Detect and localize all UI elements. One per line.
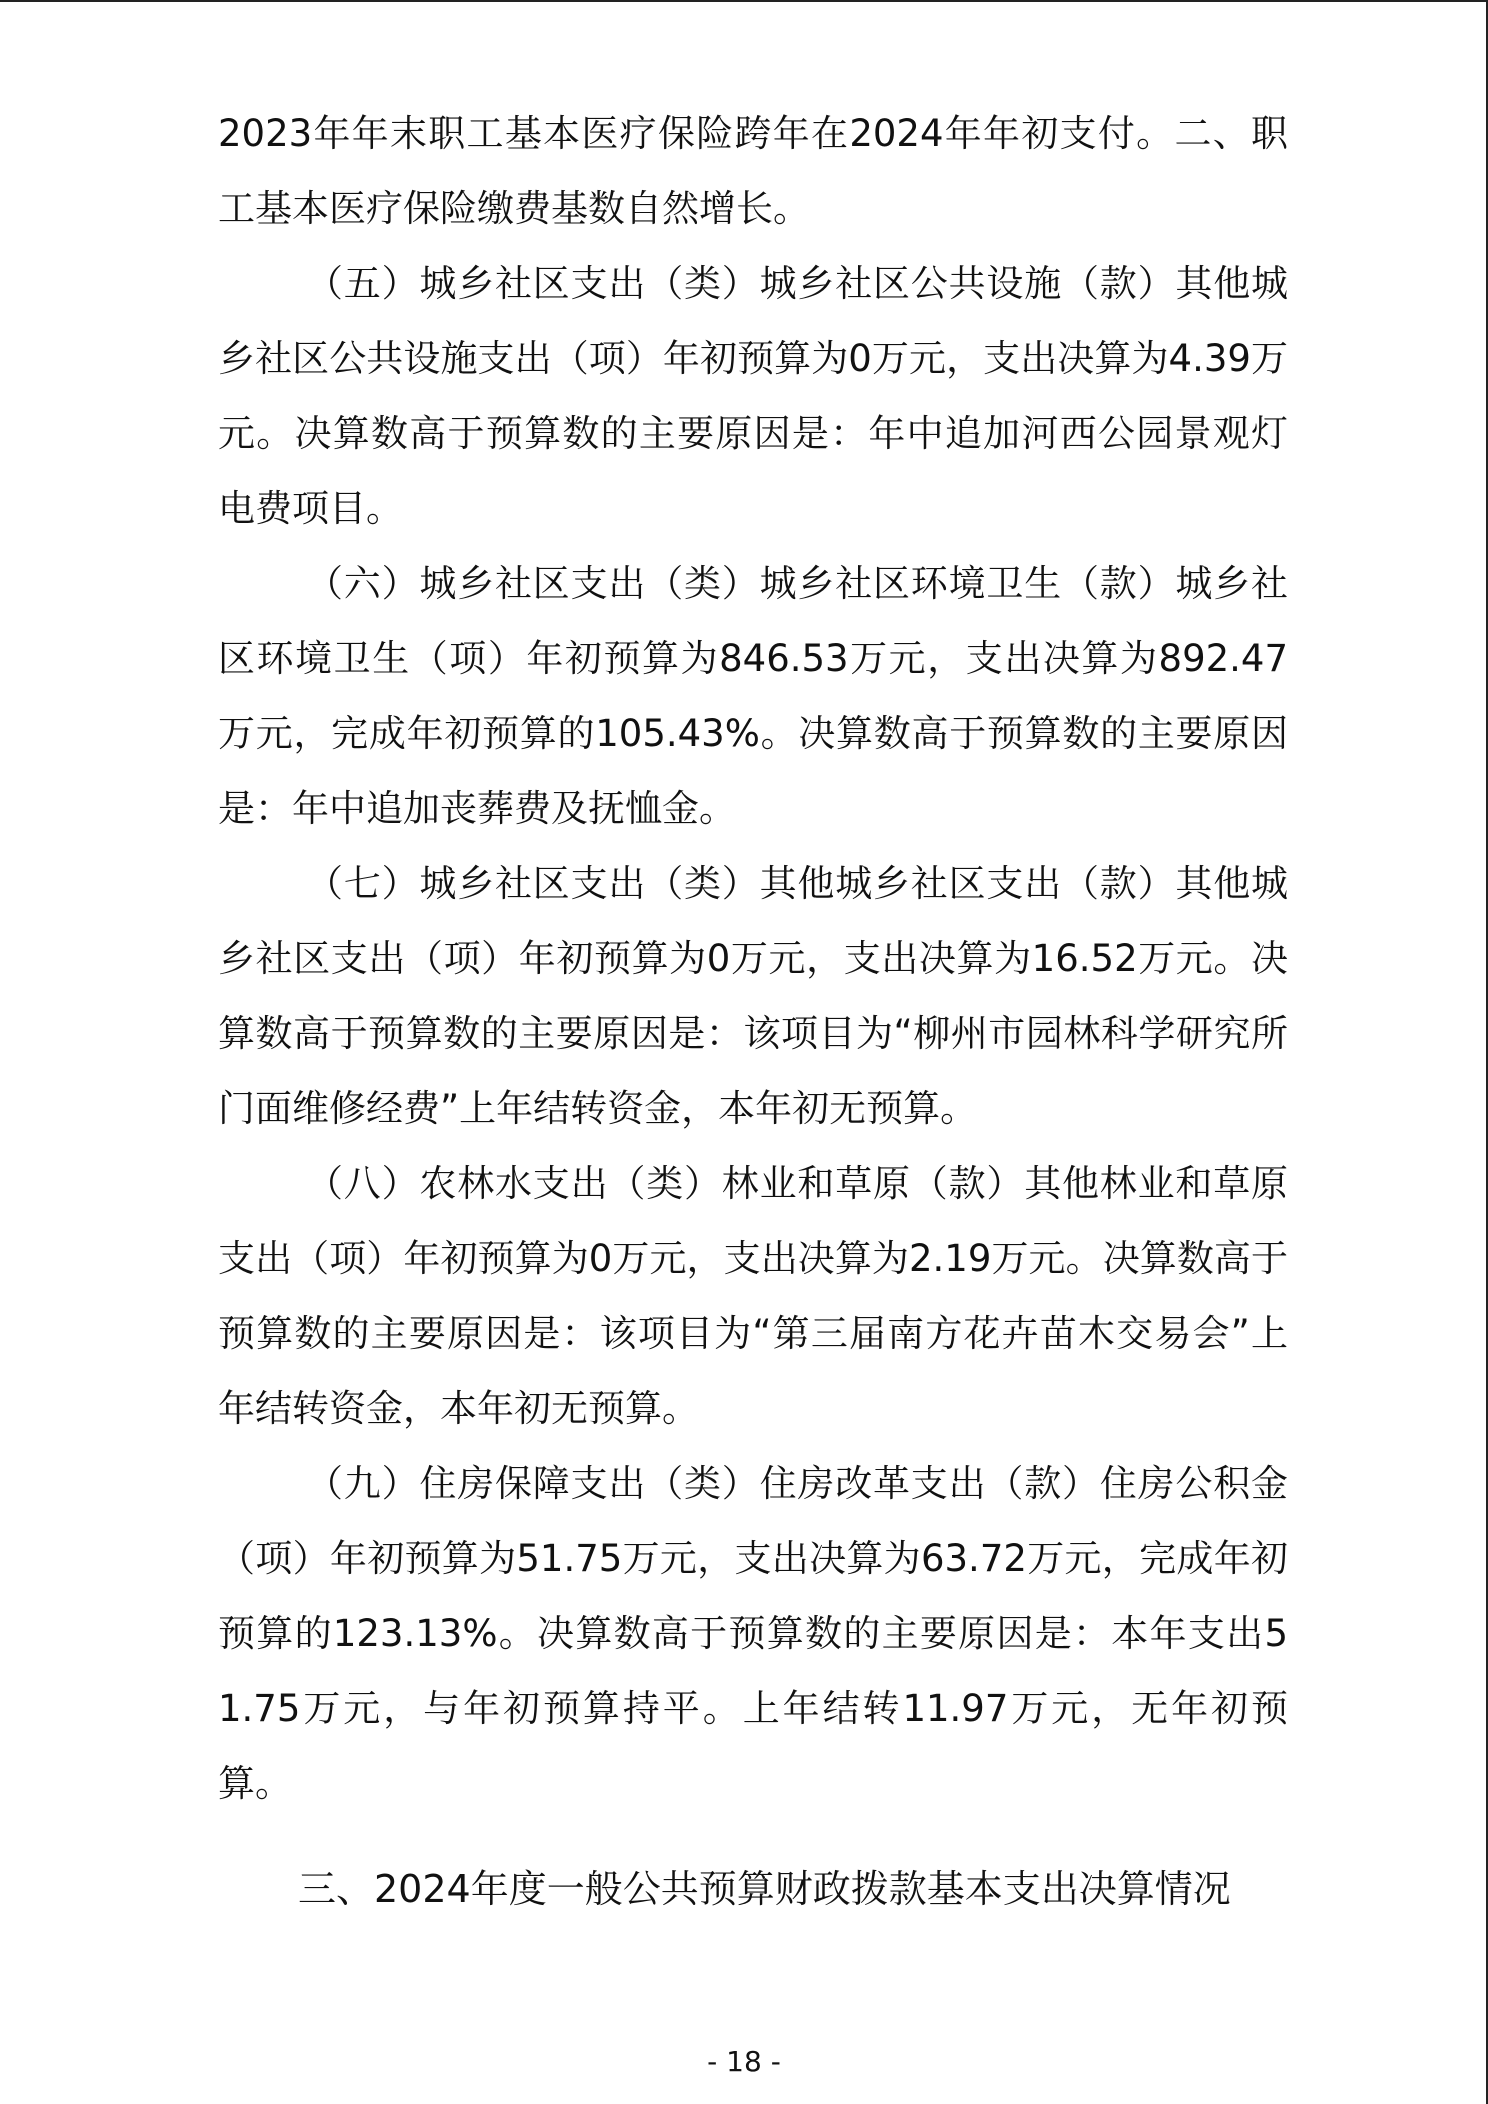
section-heading: 三、2024年度一般公共预算财政拨款基本支出决算情况 bbox=[298, 1867, 1231, 1911]
paragraph-continuation: 2023年年末职工基本医疗保险跨年在2024年年初支付。二、职工基本医疗保险缴费基数自然增长。 bbox=[218, 112, 1288, 230]
paragraph-item-7: （七）城乡社区支出（类）其他城乡社区支出（款）其他城乡社区支出（项）年初预算为0万元，支出决算为16.52万元。决算数高于预算数的主要原因是：该项目为“柳州市园林科学研究所门面维修经费”上年结转资金，本年初无预算。 bbox=[218, 862, 1288, 1130]
page-number: - 18 - bbox=[707, 2045, 781, 2078]
document-body bbox=[218, 96, 1288, 1821]
paragraph-item-6: （六）城乡社区支出（类）城乡社区环境卫生（款）城乡社区环境卫生（项）年初预算为846.53万元，支出决算为892.47万元，完成年初预算的105.43%。决算数高于预算数的主要原因是：年中追加丧葬费及抚恤金。 bbox=[218, 562, 1288, 830]
paragraph-item-9: （九）住房保障支出（类）住房改革支出（款）住房公积金（项）年初预算为51.75万元，支出决算为63.72万元，完成年初预算的123.13%。决算数高于预算数的主要原因是：本年支出51.75万元，与年初预算持平。上年结转11.97万元，无年初预算。 bbox=[218, 1462, 1288, 1805]
paragraph-item-5: （五）城乡社区支出（类）城乡社区公共设施（款）其他城乡社区公共设施支出（项）年初预算为0万元，支出决算为4.39万元。决算数高于预算数的主要原因是：年中追加河西公园景观灯电费项目。 bbox=[218, 262, 1288, 530]
paragraph-item-8: （八）农林水支出（类）林业和草原（款）其他林业和草原支出（项）年初预算为0万元，支出决算为2.19万元。决算数高于预算数的主要原因是：该项目为“第三届南方花卉苗木交易会”上年结转资金，本年初无预算。 bbox=[218, 1162, 1288, 1430]
page-border-top bbox=[0, 0, 1488, 2]
